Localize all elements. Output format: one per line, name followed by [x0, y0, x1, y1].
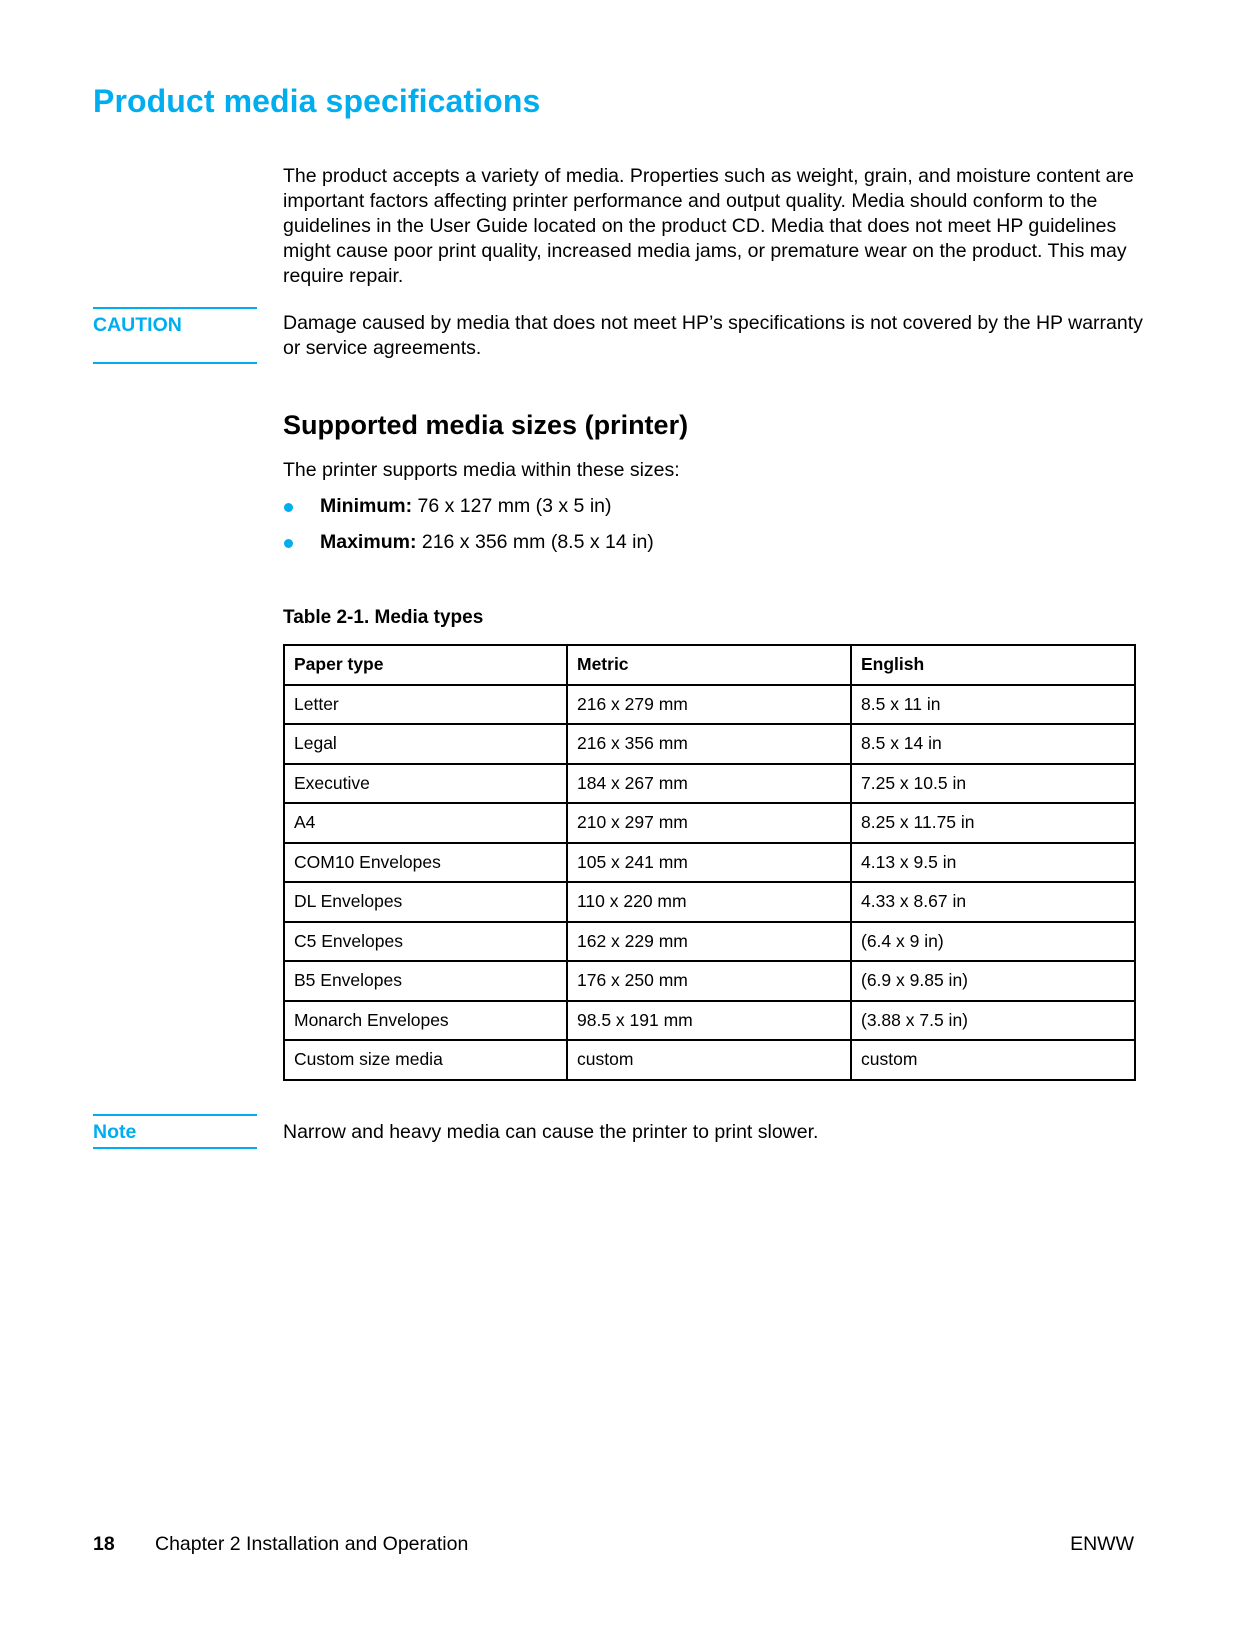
cell-metric: 98.5 x 191 mm — [567, 1001, 851, 1041]
column-header-english: English — [851, 645, 1135, 685]
cell-english: 7.25 x 10.5 in — [851, 764, 1135, 804]
cell-metric: 176 x 250 mm — [567, 961, 851, 1001]
cell-paper-type: Letter — [284, 685, 567, 725]
note-top-rule — [93, 1114, 257, 1116]
cell-english: 8.25 x 11.75 in — [851, 803, 1135, 843]
cell-english: (6.9 x 9.85 in) — [851, 961, 1135, 1001]
section-heading: Supported media sizes (printer) — [283, 410, 689, 440]
cell-paper-type: A4 — [284, 803, 567, 843]
table-row — [284, 764, 1135, 804]
cell-metric: 105 x 241 mm — [567, 843, 851, 883]
cell-metric: 216 x 356 mm — [567, 724, 851, 764]
note-label: Note — [93, 1121, 137, 1143]
cell-english: custom — [851, 1040, 1135, 1080]
note-label-block — [93, 1114, 257, 1150]
cell-english: 4.13 x 9.5 in — [851, 843, 1135, 883]
table-row — [284, 685, 1135, 725]
caution-label-block — [93, 307, 257, 364]
bullet-label: Maximum: — [320, 531, 417, 553]
bullet-dot-icon — [284, 539, 293, 548]
cell-paper-type: Monarch Envelopes — [284, 1001, 567, 1041]
section-lead: The printer supports media within these sizes: — [283, 459, 680, 481]
size-bullet-list — [283, 494, 1143, 566]
table-caption: Table 2-1. Media types — [283, 607, 484, 628]
cell-paper-type: B5 Envelopes — [284, 961, 567, 1001]
intro-paragraph: The product accepts a variety of media. Properties such as weight, grain, and moisture content are important factors affecting printer performance and output quality. Media should conform to the guidelines in the User Guide located on the product CD. Media that does not meet HP guidelines might cause poor print quality, increased media jams, or premature wear on the product. This may require repair. — [283, 165, 1134, 287]
cell-english: 8.5 x 11 in — [851, 685, 1135, 725]
cell-english: (6.4 x 9 in) — [851, 922, 1135, 962]
bullet-minimum — [283, 494, 1143, 519]
table-row — [284, 961, 1135, 1001]
cell-metric: 110 x 220 mm — [567, 882, 851, 922]
cell-metric: 162 x 229 mm — [567, 922, 851, 962]
cell-paper-type: Executive — [284, 764, 567, 804]
note-bottom-rule — [93, 1147, 257, 1149]
cell-metric: custom — [567, 1040, 851, 1080]
table-row — [284, 724, 1135, 764]
caution-text: Damage caused by media that does not meet HP’s specifications is not covered by the HP warranty or service agreements. — [283, 312, 1143, 359]
footer-chapter: Chapter 2 Installation and Operation — [155, 1533, 469, 1555]
cell-english: 8.5 x 14 in — [851, 724, 1135, 764]
note-text: Narrow and heavy media can cause the printer to print slower. — [283, 1121, 819, 1143]
footer-code: ENWW — [1070, 1533, 1134, 1555]
cell-english: 4.33 x 8.67 in — [851, 882, 1135, 922]
bullet-value: 216 x 356 mm (8.5 x 14 in) — [416, 531, 654, 553]
column-header-paper-type: Paper type — [284, 645, 567, 685]
bullet-maximum — [283, 530, 1143, 555]
media-types-table — [283, 644, 1136, 1081]
cell-paper-type: DL Envelopes — [284, 882, 567, 922]
table-row — [284, 1040, 1135, 1080]
cell-english: (3.88 x 7.5 in) — [851, 1001, 1135, 1041]
table-row — [284, 922, 1135, 962]
caution-top-rule — [93, 307, 257, 309]
cell-metric: 216 x 279 mm — [567, 685, 851, 725]
column-header-metric: Metric — [567, 645, 851, 685]
bullet-value: 76 x 127 mm (3 x 5 in) — [412, 495, 612, 517]
table-row — [284, 803, 1135, 843]
cell-metric: 210 x 297 mm — [567, 803, 851, 843]
caution-bottom-rule — [93, 362, 257, 364]
bullet-label: Minimum: — [320, 495, 413, 517]
table-row — [284, 843, 1135, 883]
page-number: 18 — [93, 1533, 115, 1555]
table-row — [284, 1001, 1135, 1041]
page-title: Product media specifications — [93, 83, 541, 119]
table-row — [284, 882, 1135, 922]
cell-metric: 184 x 267 mm — [567, 764, 851, 804]
cell-paper-type: Custom size media — [284, 1040, 567, 1080]
cell-paper-type: COM10 Envelopes — [284, 843, 567, 883]
cell-paper-type: Legal — [284, 724, 567, 764]
caution-label: CAUTION — [93, 314, 182, 336]
table-header-row — [284, 645, 1135, 685]
bullet-dot-icon — [284, 503, 293, 512]
cell-paper-type: C5 Envelopes — [284, 922, 567, 962]
